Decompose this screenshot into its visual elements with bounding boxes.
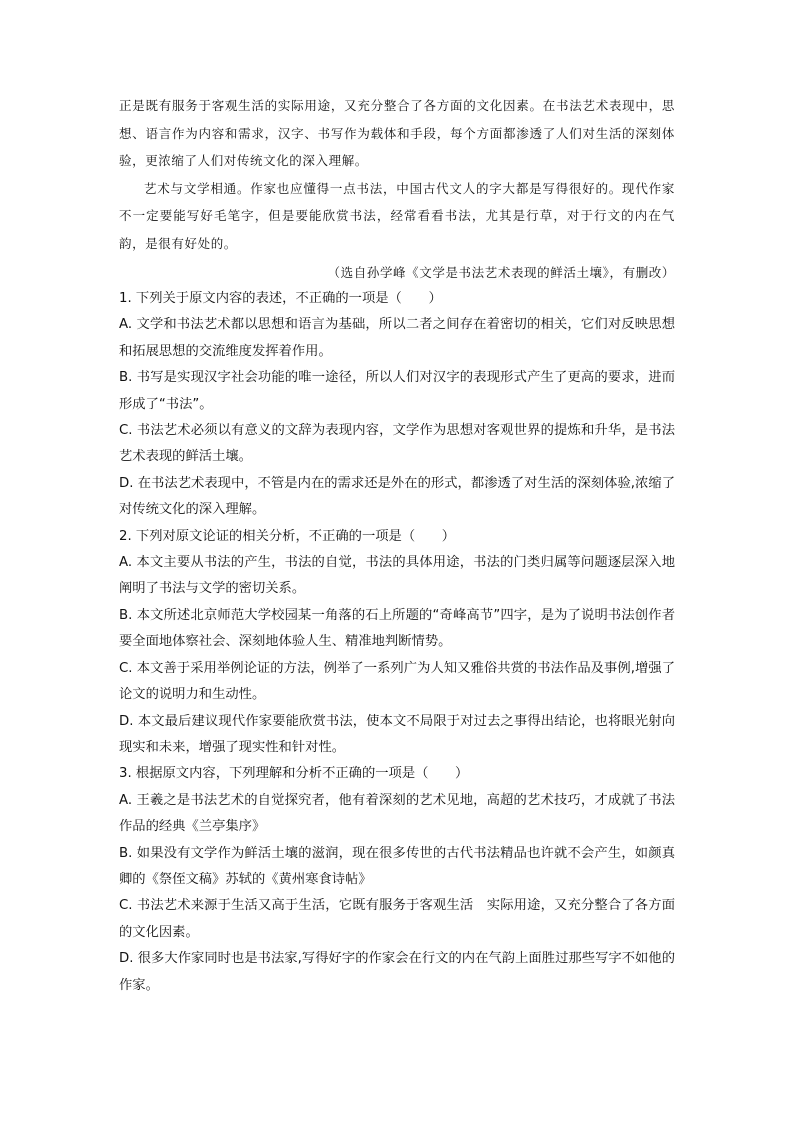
question-1-stem: 1. 下列关于原文内容的表述，不正确的一项是（ ） [119,291,442,306]
reading-passage [119,92,675,287]
question-3-stem: 3. 根据原文内容，下列理解和分析不正确的一项是（ ） [119,766,469,782]
question-3-option-b: B. 如果没有文学作为鲜活土壤的滋润，现在很多传世的古代书法精品也许就不会产生，如颜真卿的《祭侄文稿》苏轼的《黄州寒食诗帖》 [119,845,675,887]
question-2-option-b: B. 本文所述北京师范大学校园某一角落的石上所题的“奇峰高节”四字，是为了说明书法创作者要全面地体察社会、深刻地体验人生、精准地判断情势。 [119,607,675,650]
question-1-option-b: B. 书写是实现汉字社会功能的唯一途径，所以人们对汉字的表现形式产生了更高的要求，进而形成了“书法”。 [119,370,675,412]
question-1-option-d: D. 在书法艺术表现中，不管是内在的需求还是外在的形式，都渗透了对生活的深刻体验,浓缩了对传统文化的深入理解。 [119,475,675,518]
question-3-option-c: C. 书法艺术来源于生活又高于生活，它既有服务于客观生活 实际用途，又充分整合了各方面的文化因素。 [119,898,675,940]
question-3-option-a: A. 王羲之是书法艺术的自觉探究者，他有着深刻的艺术见地，高超的艺术技巧，才成就了书法作品的经典《兰亭集序》 [119,792,675,835]
question-2-option-d: D. 本文最后建议现代作家要能欣赏书法，使本文不局限于对过去之事得出结论，也将眼光射向现实和未来，增强了现实性和针对性。 [119,713,675,755]
question-1-option-a: A. 文学和书法艺术都以思想和语言为基础，所以二者之间存在着密切的相关，它们对反映思想和拓展思想的交流维度发挥着作用。 [119,317,675,359]
question-2-stem: 2. 下列对原文论证的相关分析，不正确的一项是（ ） [119,528,456,544]
passage-paragraph-1: 正是既有服务于客观生活的实际用途，又充分整合了各方面的文化因素。在书法艺术表现中，思想、语言作为内容和需求，汉字、书写作为载体和手段，每个方面都渗透了人们对生活的深刻体验，更浓缩了人们对传统文化的深入理解。 [119,98,675,168]
passage-source: （选自孙学峰《文学是书法艺术表现的鲜活土壤》，有删改） [327,265,675,280]
question-2-option-a: A. 本文主要从书法的产生，书法的自觉，书法的具体用途，书法的门类归属等问题逐层深入地阐明了书法与文学的密切关系。 [119,555,675,597]
question-2-option-c: C. 本文善于采用举例论证的方法，例举了一系列广为人知又雅俗共赏的书法作品及事例,增强了论文的说明力和生动性。 [119,660,675,703]
passage-paragraph-2: 艺术与文学相通。作家也应懂得一点书法，中国古代文人的字大都是写得很好的。现代作家不一定要能写好毛笔字，但是要能欣赏书法，经常看看书法，尤其是行草，对于行文的内在气韵，是很有好处的。 [119,180,675,251]
question-1-option-c: C. 书法艺术必须以有意义的文辞为表现内容，文学作为思想对客观世界的提炼和升华，是书法艺术表现的鲜活土壤。 [119,423,675,465]
question-3-option-d: D. 很多大作家同时也是书法家,写得好字的作家会在行文的内在气韵上面胜过那些写字不如他的作家。 [119,951,675,993]
questions-section [119,286,675,999]
